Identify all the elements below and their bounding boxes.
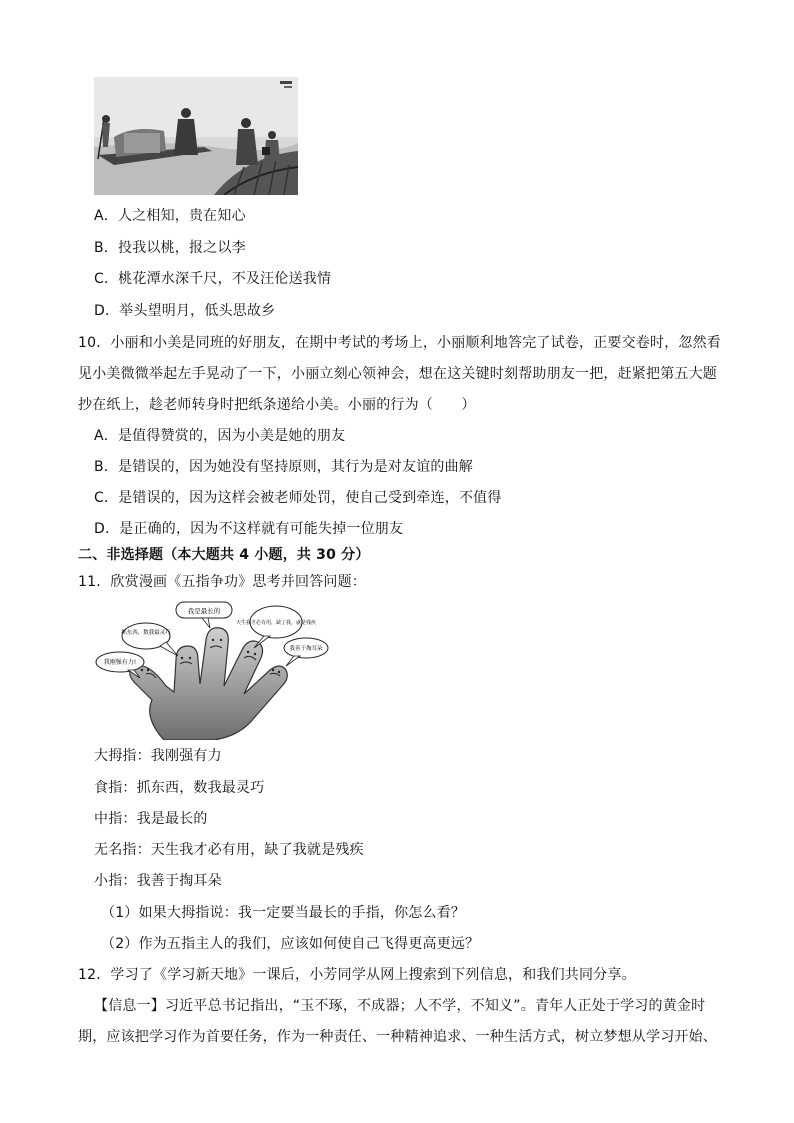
q11-thumb-line: 大拇指：我刚强有力 [94,748,222,764]
q12-stem: 12．学习了《学习新天地》一课后，小芳同学从网上搜索到下列信息，和我们共同分享。 [78,967,636,983]
q11-stem: 11．欣赏漫画《五指争功》思考并回答问题： [78,574,367,590]
q12-info1-line2: 期，应该把学习作为首要任务，作为一种责任、一种精神追求、一种生活方式，树立梦想从学习开始、 [78,1029,717,1045]
q10-option-d: D．是正确的，因为不这样就有可能失掉一位朋友 [94,521,404,537]
q10-option-c: C．是错误的，因为这样会被老师处罚，使自己受到牵连，不值得 [94,490,502,506]
farewell-painting-image [94,77,298,195]
q10-option-a: A．是值得赞赏的，因为小美是她的朋友 [94,428,346,444]
q11-ring-line: 无名指：天生我才必有用，缺了我就是残疾 [94,842,364,858]
q9-option-a: A．人之相知，贵在知心 [94,208,246,224]
bubble-text-little: 我善于掏耳朵 [289,646,323,652]
bubble-text-middle: 我是最长的 [187,607,221,615]
q11-middle-line: 中指：我是最长的 [94,811,208,827]
q9-option-d: D．举头望明月，低头思故乡 [94,303,276,319]
speech-bubble-index [121,623,178,656]
q10-stem-line2: 见小美微微举起左手晃动了一下，小丽立刻心领神会，想在这关键时刻帮助朋友一把，赶紧把第五大题 [78,366,717,382]
q9-option-c: C．桃花潭水深千尺，不及汪伦送我情 [94,271,332,287]
q11-index-line: 食指：抓东西，数我最灵巧 [94,780,265,796]
speech-bubble-thumb [96,652,144,678]
speech-bubble-middle [176,602,232,628]
bubble-text-index: 抓东西，数我最灵巧 [121,630,171,636]
q11-subquestion-2: （2）作为五指主人的我们，应该如何使自己飞得更高更远？ [101,936,480,952]
q10-option-b: B．是错误的，因为她没有坚持原则，其行为是对友谊的曲解 [94,459,474,475]
bubble-text-ring: 天生我才必有用，缺了我，就是残疾 [235,620,317,626]
q11-subquestion-1: （1）如果大拇指说：我一定要当最长的手指，你怎么看？ [101,905,466,921]
q11-little-line: 小指：我善于掏耳朵 [94,873,222,889]
five-fingers-cartoon-image [94,600,330,740]
q12-info1-line1: 【信息一】习近平总书记指出，“玉不琢，不成器；人不学，不知义”。青年人正处于学习的黄金时 [94,998,706,1014]
q10-stem-line3: 抄在纸上，趁老师转身时把纸条递给小美。小丽的行为（ ） [78,397,476,413]
speech-bubble-little [284,638,328,666]
section-heading-nonchoice: 二、非选择题（本大题共 4 小题，共 30 分） [78,547,370,563]
q10-stem-line1: 10．小丽和小美是同班的好朋友，在期中考试的考场上，小丽顺利地答完了试卷，正要交卷时，忽然看 [78,335,722,351]
q9-option-b: B．投我以桃，报之以李 [94,240,246,256]
bubble-text-thumb: 我刚强有力! [103,659,137,666]
